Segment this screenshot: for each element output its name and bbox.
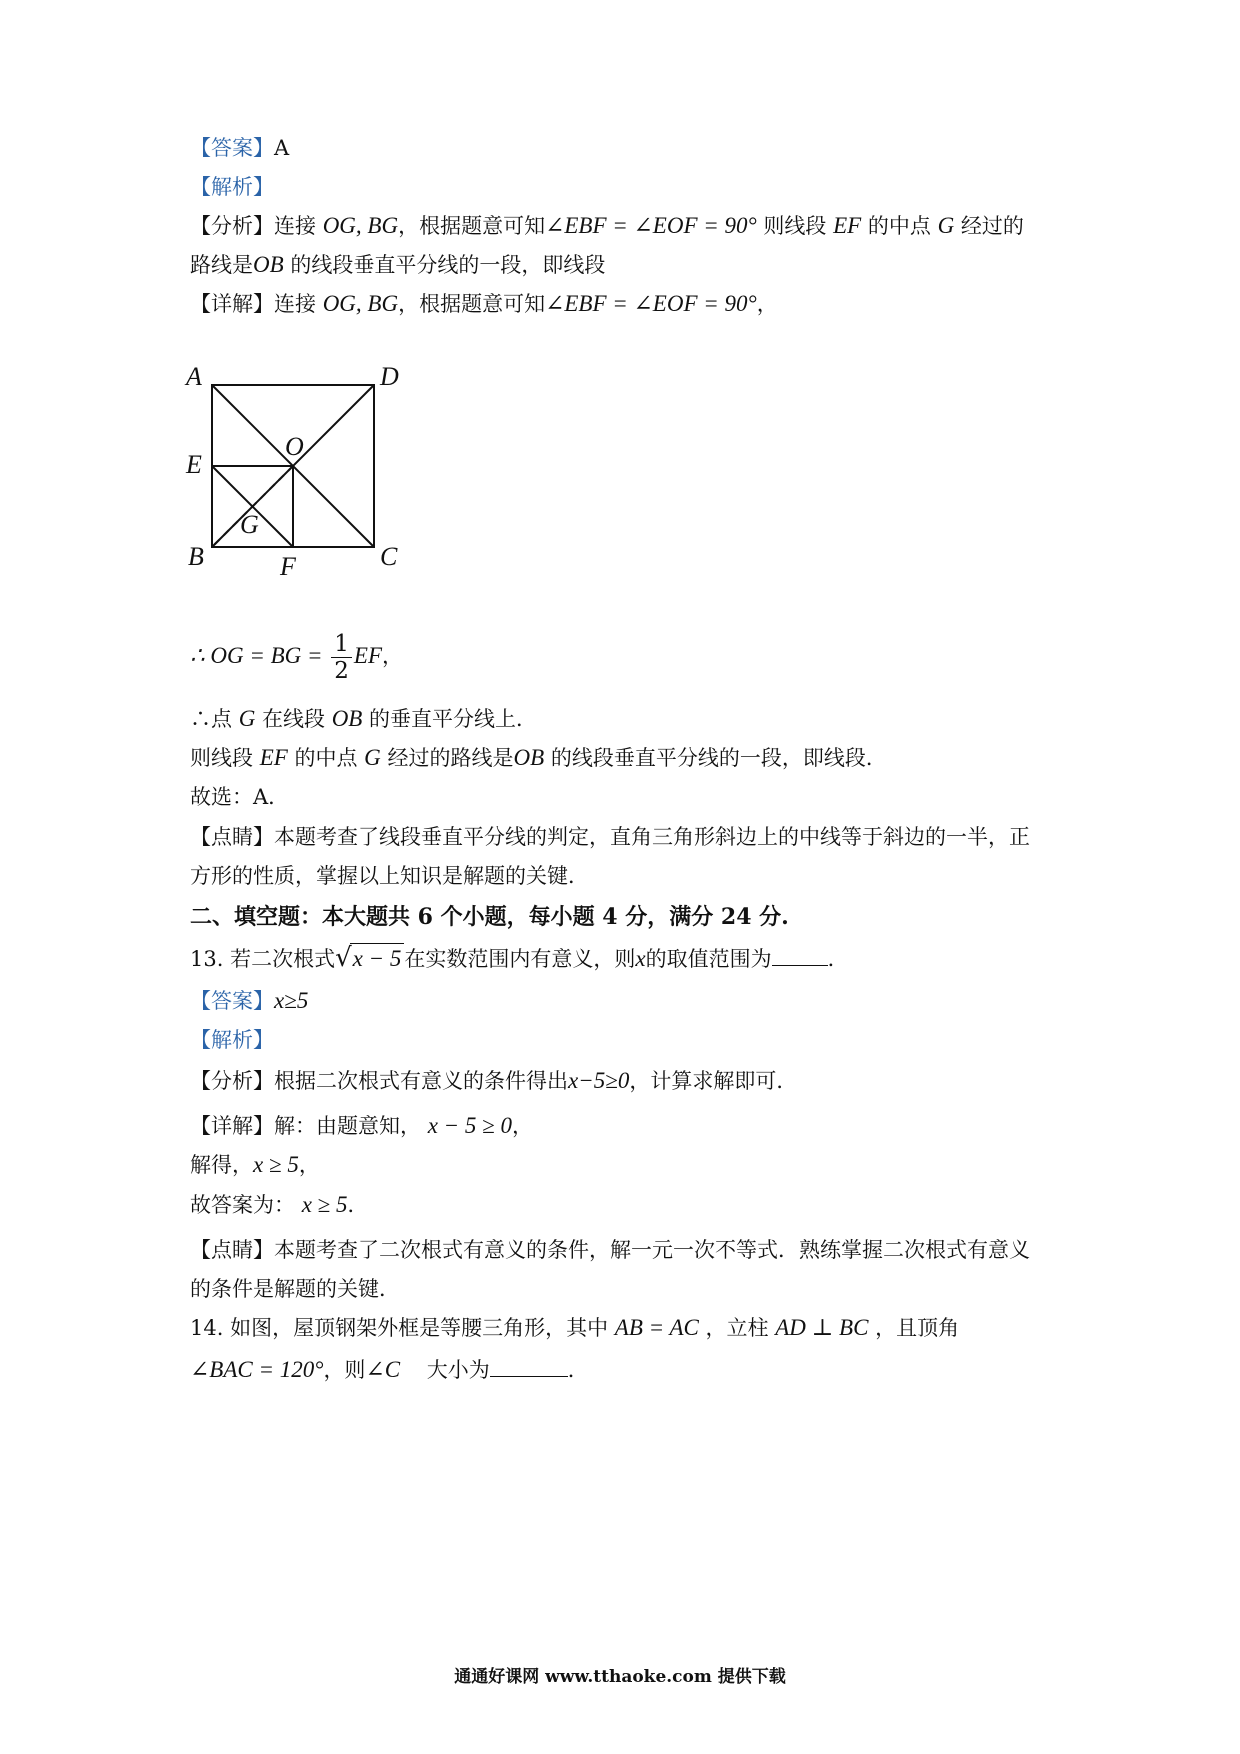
text: 的垂直平分线上． (369, 707, 538, 731)
q13-answer-line (190, 986, 308, 1016)
text: 解：由题意知， (274, 1114, 421, 1138)
text: ， (512, 1114, 534, 1138)
fenxi-tag: 【分析】 (190, 1069, 274, 1093)
q13-analysis-tag-line (190, 1025, 274, 1055)
text: 的中点 (294, 746, 358, 770)
label-e: E (186, 450, 202, 479)
text: 在实数范围内有意义，则 (404, 947, 636, 971)
xiangjie-line (190, 289, 778, 319)
text: 13. 若二次根式 (190, 947, 336, 971)
radical-sign: √ (335, 943, 352, 973)
dianjing-tag: 【点睛】 (190, 1238, 274, 1262)
text: ， (382, 644, 403, 668)
text: 路线是 (190, 253, 253, 277)
math: x ≥ 5 (301, 1192, 348, 1217)
text: ． (347, 1193, 369, 1217)
math: OB (331, 706, 363, 731)
q13-line (190, 943, 849, 974)
math: EF (259, 745, 288, 770)
text: 在线段 (262, 707, 325, 731)
math: AB = AC (614, 1315, 699, 1340)
text: 根据二次根式有意义的条件得出 (274, 1069, 568, 1093)
math: ∠EBF = ∠EOF = 90° (545, 291, 757, 316)
text: ，且顶角 (875, 1316, 960, 1340)
answer-tag: 【答案】 (190, 136, 274, 160)
text: 经过的 (960, 214, 1024, 238)
text: 的中点 (867, 214, 931, 238)
fenxi-line-2 (190, 250, 605, 280)
text: 本题考查了线段垂直平分线的判定，直角三角形斜边上的中线等于斜边的一半，正 (274, 825, 1030, 849)
math: EF (833, 213, 862, 238)
square-figure (180, 355, 420, 585)
label-d: D (380, 362, 399, 391)
analysis-tag-line (190, 172, 274, 202)
text: 大小为 (426, 1358, 490, 1382)
text: ，计算求解即可． (629, 1069, 798, 1093)
q13-jiede-line (190, 1150, 320, 1180)
radicand: x − 5 (350, 943, 405, 974)
text: 连接 (274, 214, 316, 238)
text: 的线段垂直平分线的一段，即线段． (550, 746, 887, 770)
answer-blank[interactable] (490, 1354, 568, 1377)
math: OB (513, 745, 545, 770)
math: ∠BAC = 120° (190, 1357, 324, 1382)
math: x ≥ 5 (253, 1152, 299, 1177)
math: OG, BG (322, 291, 399, 316)
answer-value: x≥5 (274, 988, 309, 1013)
text: 故答案为： (190, 1193, 295, 1217)
label-c: C (380, 542, 398, 571)
math: ∴ OG = BG = (190, 643, 323, 668)
math: EF (353, 643, 382, 668)
math: ∠EBF = ∠EOF = 90° (545, 213, 757, 238)
text: 本题考查了二次根式有意义的条件，解一元一次不等式．熟练掌握二次根式有意义 (274, 1238, 1030, 1262)
text: 故选：A． (190, 785, 290, 809)
label-a: A (186, 362, 202, 391)
label-o: O (285, 432, 304, 461)
q13-fenxi-line (190, 1066, 797, 1096)
analysis-tag: 【解析】 (190, 1028, 274, 1052)
math: ∠C (365, 1357, 401, 1382)
dianjing-tag: 【点睛】 (190, 825, 274, 849)
math: OG, BG (322, 213, 399, 238)
numerator: 1 (331, 631, 352, 658)
answer-value: A (274, 136, 290, 160)
math: G (364, 745, 381, 770)
answer-line (190, 133, 289, 163)
label-g: G (240, 510, 259, 539)
fraction-half (331, 631, 352, 684)
text: ， (298, 1153, 320, 1177)
text: ，则 (323, 1358, 366, 1382)
xiangjie-tag: 【详解】 (190, 292, 274, 316)
dianjing-line-1 (190, 822, 1030, 852)
text: 则线段 (763, 214, 827, 238)
text: ∴点 (190, 707, 232, 731)
derive-line-3 (190, 743, 887, 773)
label-b: B (188, 542, 204, 571)
math: AD ⊥ BC (775, 1315, 869, 1340)
text: 解得， (190, 1153, 253, 1177)
denominator: 2 (334, 658, 349, 684)
text: ， (756, 292, 778, 316)
q13-dianjing-line-1 (190, 1235, 1030, 1265)
text: ． (827, 947, 849, 971)
page-footer: 通通好课网 www.tthaoke.com 提供下载 (454, 1667, 786, 1687)
math: x − 5 ≥ 0 (427, 1113, 513, 1138)
text: 连接 (274, 292, 316, 316)
text: ． (567, 1358, 589, 1382)
math: x−5≥0 (568, 1068, 630, 1093)
math: G (238, 706, 256, 731)
text: 14. 如图，屋顶钢架外框是等腰三角形，其中 (190, 1316, 609, 1340)
answer-blank[interactable] (772, 943, 828, 966)
q14-line-1 (190, 1313, 959, 1343)
q13-gu-line (190, 1190, 369, 1220)
q13-xiangjie-line (190, 1111, 533, 1141)
math: G (937, 213, 955, 238)
text: ，根据题意可知 (398, 292, 546, 316)
fenxi-tag: 【分析】 (190, 214, 274, 238)
math: x (635, 946, 646, 971)
answer-tag: 【答案】 (190, 989, 274, 1013)
q14-line-2 (190, 1354, 589, 1385)
math: OB (253, 252, 284, 277)
analysis-tag: 【解析】 (190, 175, 274, 199)
label-f: F (280, 552, 296, 581)
xiangjie-tag: 【详解】 (190, 1114, 274, 1138)
fenxi-line-1 (190, 211, 1024, 241)
text: 的取值范围为 (645, 947, 772, 971)
text: 则线段 (190, 746, 253, 770)
derive-line-2 (190, 704, 537, 734)
text: 的条件是解题的关键． (190, 1277, 400, 1301)
q13-dianjing-line-2 (190, 1274, 400, 1304)
dianjing-line-2 (190, 861, 589, 891)
text: ，立柱 (705, 1316, 769, 1340)
derive-line-4 (190, 782, 289, 812)
text: ，根据题意可知 (398, 214, 546, 238)
text: 的线段垂直平分线的一段，即线段 (290, 253, 606, 277)
section-title: 二、填空题：本大题共 6 个小题，每小题 4 分，满分 24 分. (190, 904, 789, 930)
text: 经过的路线是 (387, 746, 514, 770)
derive-line-1 (190, 626, 403, 686)
text: 方形的性质，掌握以上知识是解题的关键． (190, 864, 589, 888)
